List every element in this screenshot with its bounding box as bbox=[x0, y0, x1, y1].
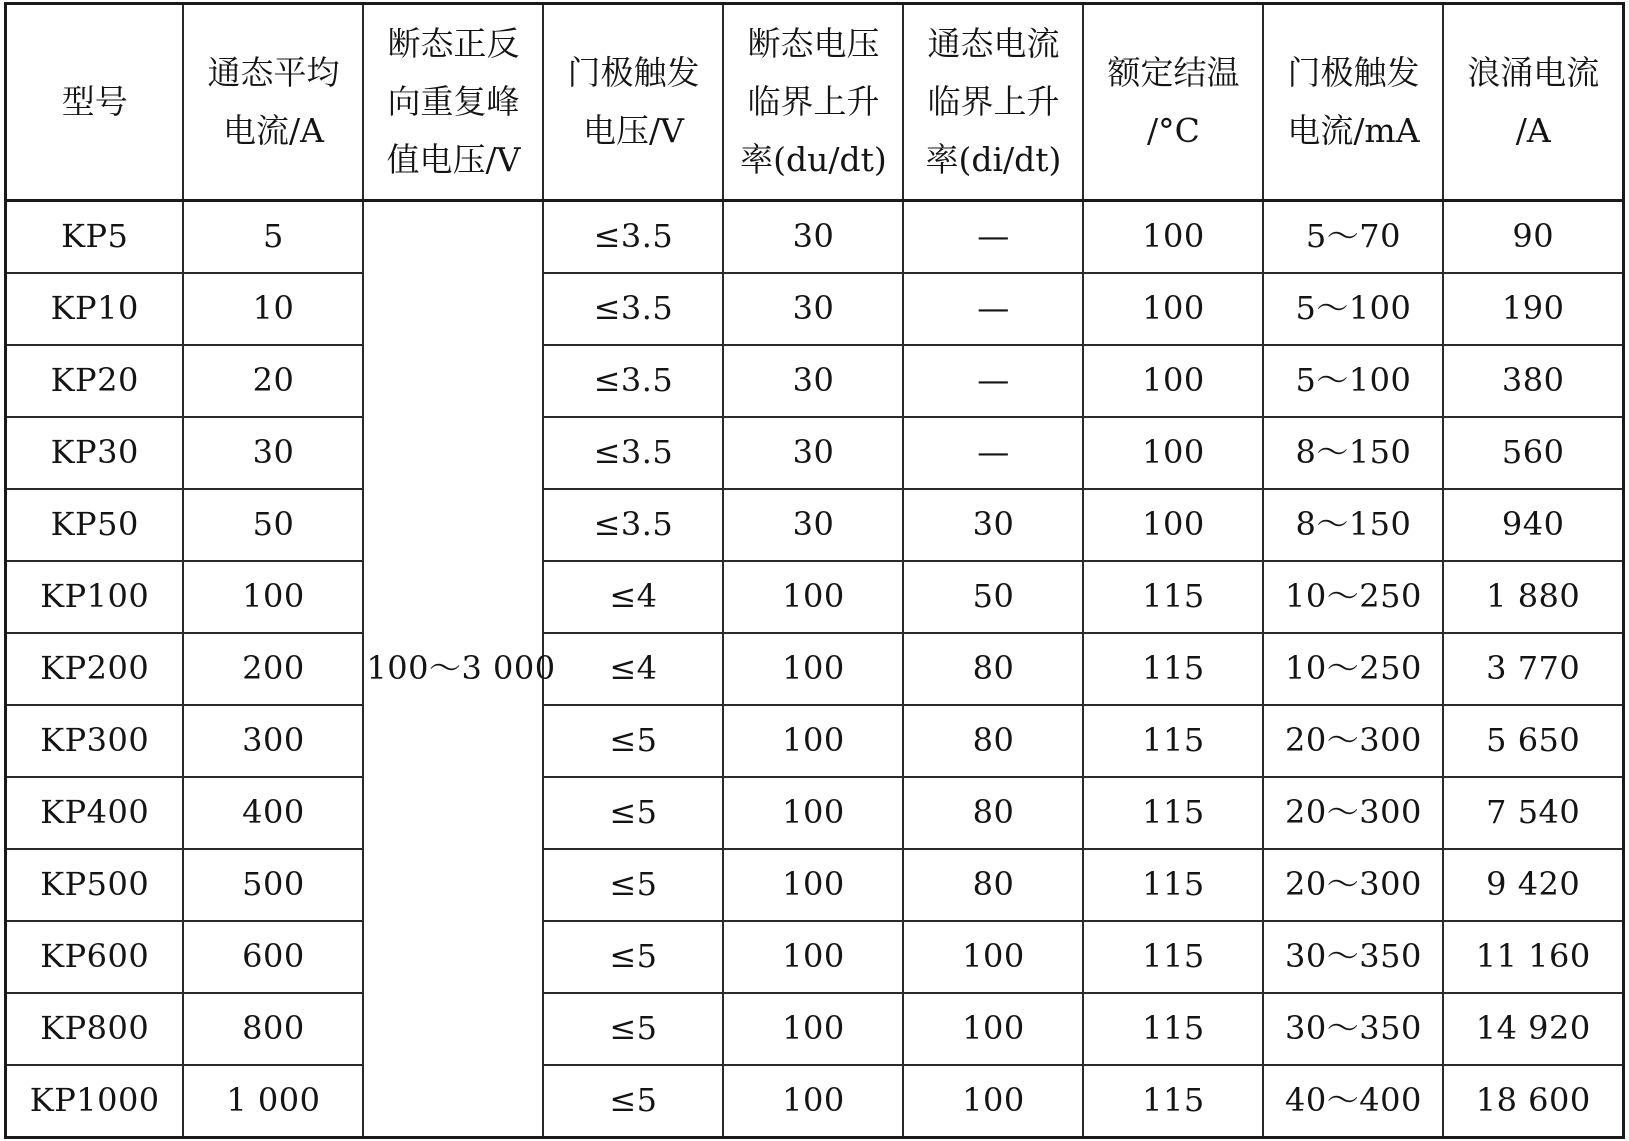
cell-didt: 100 bbox=[903, 1065, 1083, 1138]
table-row bbox=[6, 345, 1624, 417]
cell-gate-trigger-voltage: ≤5 bbox=[543, 705, 723, 777]
table-row bbox=[6, 489, 1624, 561]
cell-model: KP30 bbox=[6, 417, 184, 489]
header-dudt bbox=[723, 4, 903, 201]
cell-gate-trigger-current: 8～150 bbox=[1263, 417, 1443, 489]
header-line: 电流/A bbox=[222, 111, 324, 150]
header-line: 值电压/V bbox=[386, 140, 521, 179]
cell-avg-current: 5 bbox=[183, 201, 363, 274]
cell-junction-temp: 115 bbox=[1083, 1065, 1263, 1138]
cell-avg-current: 50 bbox=[183, 489, 363, 561]
cell-dudt: 100 bbox=[723, 705, 903, 777]
cell-model: KP200 bbox=[6, 633, 184, 705]
cell-gate-trigger-current: 8～150 bbox=[1263, 489, 1443, 561]
cell-surge-current: 560 bbox=[1443, 417, 1623, 489]
header-line: 通态平均 bbox=[207, 53, 340, 92]
table-row bbox=[6, 849, 1624, 921]
cell-gate-trigger-voltage: ≤5 bbox=[543, 777, 723, 849]
cell-avg-current: 800 bbox=[183, 993, 363, 1065]
cell-surge-current: 380 bbox=[1443, 345, 1623, 417]
cell-surge-current: 1 880 bbox=[1443, 561, 1623, 633]
cell-dudt: 100 bbox=[723, 561, 903, 633]
table-body bbox=[6, 201, 1624, 1138]
spec-table-container bbox=[4, 2, 1625, 1139]
cell-dudt: 100 bbox=[723, 1065, 903, 1138]
cell-dudt: 100 bbox=[723, 777, 903, 849]
cell-dudt: 30 bbox=[723, 345, 903, 417]
cell-junction-temp: 115 bbox=[1083, 921, 1263, 993]
header-line: 临界上升 bbox=[927, 82, 1060, 121]
cell-avg-current: 10 bbox=[183, 273, 363, 345]
header-surge-current bbox=[1443, 4, 1623, 201]
table-row bbox=[6, 1065, 1624, 1138]
header-model bbox=[6, 4, 184, 201]
cell-junction-temp: 115 bbox=[1083, 633, 1263, 705]
table-row bbox=[6, 921, 1624, 993]
header-line: 电流/mA bbox=[1287, 111, 1420, 150]
cell-avg-current: 200 bbox=[183, 633, 363, 705]
cell-surge-current: 9 420 bbox=[1443, 849, 1623, 921]
table-header bbox=[6, 4, 1624, 201]
cell-model: KP400 bbox=[6, 777, 184, 849]
cell-avg-current: 300 bbox=[183, 705, 363, 777]
cell-didt: 100 bbox=[903, 993, 1083, 1065]
table-row bbox=[6, 705, 1624, 777]
table-row bbox=[6, 201, 1624, 274]
header-line: 率(di/dt) bbox=[925, 140, 1062, 179]
cell-gate-trigger-voltage: ≤5 bbox=[543, 921, 723, 993]
cell-junction-temp: 100 bbox=[1083, 201, 1263, 274]
cell-surge-current: 18 600 bbox=[1443, 1065, 1623, 1138]
cell-junction-temp: 100 bbox=[1083, 489, 1263, 561]
cell-model: KP50 bbox=[6, 489, 184, 561]
header-line: 断态电压 bbox=[747, 24, 880, 63]
cell-dudt: 30 bbox=[723, 273, 903, 345]
cell-didt: — bbox=[903, 345, 1083, 417]
cell-gate-trigger-voltage: ≤4 bbox=[543, 633, 723, 705]
header-line: 门极触发 bbox=[567, 53, 700, 92]
table-row bbox=[6, 633, 1624, 705]
cell-surge-current: 5 650 bbox=[1443, 705, 1623, 777]
cell-dudt: 30 bbox=[723, 201, 903, 274]
cell-gate-trigger-voltage: ≤3.5 bbox=[543, 417, 723, 489]
cell-model: KP5 bbox=[6, 201, 184, 274]
cell-peak-voltage-merged: 100～3 000 bbox=[363, 201, 543, 1138]
cell-gate-trigger-voltage: ≤5 bbox=[543, 1065, 723, 1138]
table-row bbox=[6, 777, 1624, 849]
cell-surge-current: 90 bbox=[1443, 201, 1623, 274]
header-line: 通态电流 bbox=[927, 24, 1060, 63]
header-line: 率(du/dt) bbox=[740, 140, 887, 179]
cell-model: KP1000 bbox=[6, 1065, 184, 1138]
cell-surge-current: 14 920 bbox=[1443, 993, 1623, 1065]
cell-avg-current: 500 bbox=[183, 849, 363, 921]
header-line: /°C bbox=[1147, 111, 1200, 150]
cell-didt: — bbox=[903, 273, 1083, 345]
header-line: 临界上升 bbox=[747, 82, 880, 121]
cell-junction-temp: 100 bbox=[1083, 273, 1263, 345]
cell-junction-temp: 100 bbox=[1083, 417, 1263, 489]
cell-gate-trigger-current: 5～100 bbox=[1263, 345, 1443, 417]
table-row bbox=[6, 273, 1624, 345]
cell-gate-trigger-current: 40～400 bbox=[1263, 1065, 1443, 1138]
header-line: 电压/V bbox=[582, 111, 684, 150]
header-junction-temp bbox=[1083, 4, 1263, 201]
cell-avg-current: 100 bbox=[183, 561, 363, 633]
cell-model: KP600 bbox=[6, 921, 184, 993]
cell-gate-trigger-current: 20～300 bbox=[1263, 849, 1443, 921]
cell-didt: — bbox=[903, 201, 1083, 274]
header-gate-trigger-voltage bbox=[543, 4, 723, 201]
header-line: 额定结温 bbox=[1107, 53, 1240, 92]
thyristor-spec-table bbox=[4, 2, 1625, 1139]
header-line: 向重复峰 bbox=[387, 82, 520, 121]
header-peak-voltage bbox=[363, 4, 543, 201]
cell-gate-trigger-current: 5～100 bbox=[1263, 273, 1443, 345]
cell-gate-trigger-voltage: ≤3.5 bbox=[543, 273, 723, 345]
cell-model: KP100 bbox=[6, 561, 184, 633]
cell-gate-trigger-voltage: ≤4 bbox=[543, 561, 723, 633]
cell-avg-current: 600 bbox=[183, 921, 363, 993]
cell-gate-trigger-current: 20～300 bbox=[1263, 705, 1443, 777]
cell-avg-current: 400 bbox=[183, 777, 363, 849]
cell-dudt: 100 bbox=[723, 849, 903, 921]
header-row bbox=[6, 4, 1624, 201]
cell-dudt: 100 bbox=[723, 921, 903, 993]
header-line: 浪涌电流 bbox=[1467, 53, 1600, 92]
cell-gate-trigger-voltage: ≤3.5 bbox=[543, 345, 723, 417]
cell-surge-current: 7 540 bbox=[1443, 777, 1623, 849]
cell-gate-trigger-current: 10～250 bbox=[1263, 633, 1443, 705]
cell-gate-trigger-voltage: ≤3.5 bbox=[543, 489, 723, 561]
cell-avg-current: 30 bbox=[183, 417, 363, 489]
header-didt bbox=[903, 4, 1083, 201]
cell-gate-trigger-voltage: ≤5 bbox=[543, 849, 723, 921]
cell-avg-current: 1 000 bbox=[183, 1065, 363, 1138]
cell-avg-current: 20 bbox=[183, 345, 363, 417]
cell-model: KP500 bbox=[6, 849, 184, 921]
cell-junction-temp: 115 bbox=[1083, 993, 1263, 1065]
cell-didt: 80 bbox=[903, 849, 1083, 921]
cell-junction-temp: 115 bbox=[1083, 561, 1263, 633]
header-line: /A bbox=[1515, 111, 1551, 150]
cell-didt: 30 bbox=[903, 489, 1083, 561]
cell-model: KP300 bbox=[6, 705, 184, 777]
cell-didt: 100 bbox=[903, 921, 1083, 993]
cell-dudt: 100 bbox=[723, 993, 903, 1065]
header-line: 断态正反 bbox=[387, 24, 520, 63]
cell-didt: 50 bbox=[903, 561, 1083, 633]
cell-gate-trigger-voltage: ≤5 bbox=[543, 993, 723, 1065]
header-line: 型号 bbox=[61, 82, 128, 121]
cell-dudt: 30 bbox=[723, 489, 903, 561]
cell-dudt: 100 bbox=[723, 633, 903, 705]
cell-junction-temp: 115 bbox=[1083, 849, 1263, 921]
cell-gate-trigger-current: 20～300 bbox=[1263, 777, 1443, 849]
cell-model: KP10 bbox=[6, 273, 184, 345]
cell-gate-trigger-current: 5～70 bbox=[1263, 201, 1443, 274]
cell-surge-current: 11 160 bbox=[1443, 921, 1623, 993]
cell-model: KP20 bbox=[6, 345, 184, 417]
cell-didt: 80 bbox=[903, 705, 1083, 777]
cell-didt: — bbox=[903, 417, 1083, 489]
table-row bbox=[6, 417, 1624, 489]
cell-junction-temp: 100 bbox=[1083, 345, 1263, 417]
header-avg-current bbox=[183, 4, 363, 201]
cell-model: KP800 bbox=[6, 993, 184, 1065]
cell-junction-temp: 115 bbox=[1083, 705, 1263, 777]
cell-gate-trigger-current: 30～350 bbox=[1263, 921, 1443, 993]
header-gate-trigger-current bbox=[1263, 4, 1443, 201]
cell-didt: 80 bbox=[903, 777, 1083, 849]
cell-didt: 80 bbox=[903, 633, 1083, 705]
cell-gate-trigger-current: 30～350 bbox=[1263, 993, 1443, 1065]
cell-junction-temp: 115 bbox=[1083, 777, 1263, 849]
header-line: 门极触发 bbox=[1287, 53, 1420, 92]
cell-dudt: 30 bbox=[723, 417, 903, 489]
table-row bbox=[6, 993, 1624, 1065]
cell-gate-trigger-voltage: ≤3.5 bbox=[543, 201, 723, 274]
cell-surge-current: 3 770 bbox=[1443, 633, 1623, 705]
cell-surge-current: 940 bbox=[1443, 489, 1623, 561]
cell-surge-current: 190 bbox=[1443, 273, 1623, 345]
cell-gate-trigger-current: 10～250 bbox=[1263, 561, 1443, 633]
table-row bbox=[6, 561, 1624, 633]
